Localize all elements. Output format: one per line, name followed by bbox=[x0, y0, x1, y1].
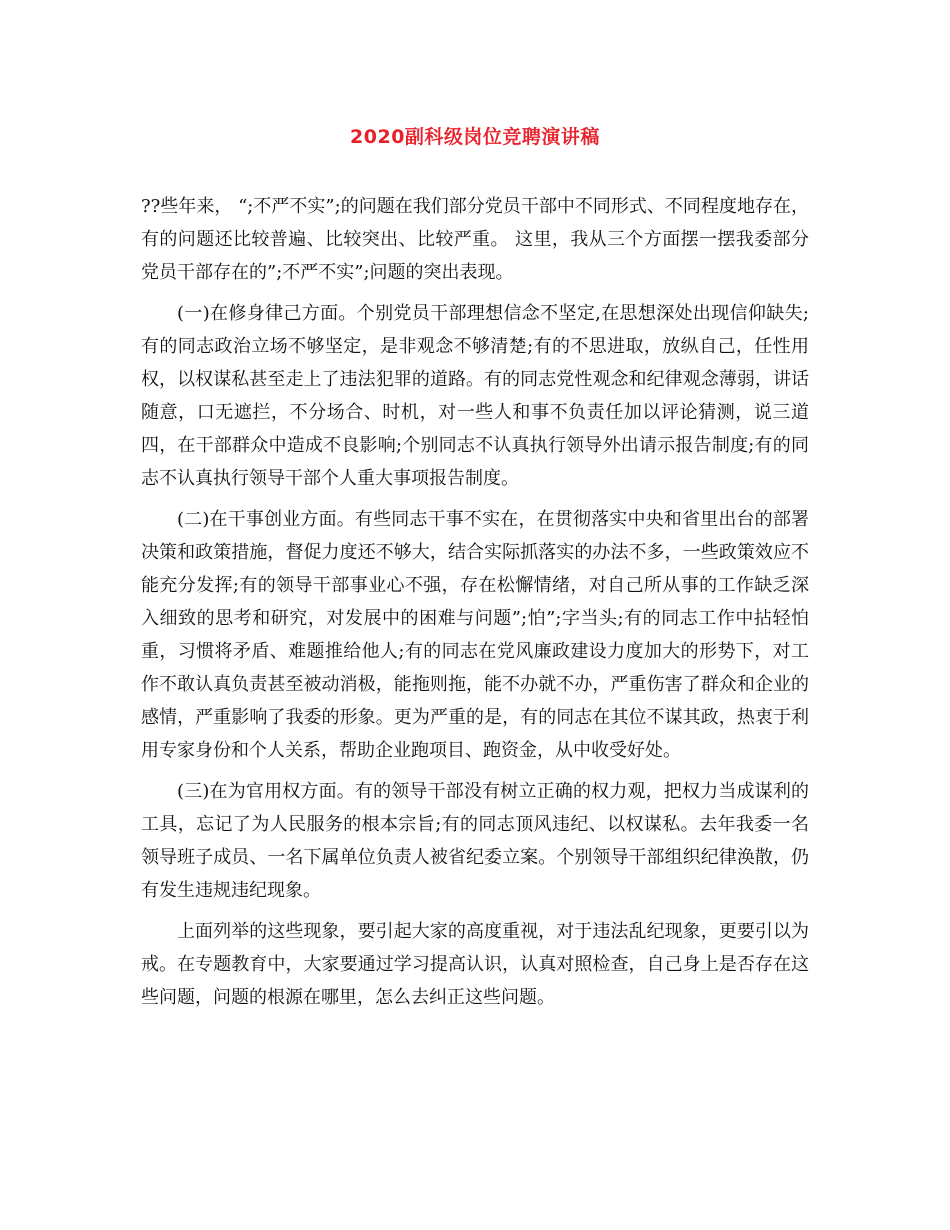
paragraph-conclusion: 上面列举的这些现象，要引起大家的高度重视，对于违法乱纪现象，更要引以为戒。在专题教育中，大家要通过学习提高认识，认真对照检查，自己身上是否存在这些问题，问题的根源在哪里，怎么去纠正这些问题。 bbox=[141, 921, 809, 1008]
paragraph-intro: ??些年来， “;不严不实”;的问题在我们部分党员干部中不同形式、不同程度地存在，有的问题还比较普遍、比较突出、比较严重。 这里，我从三个方面摆一摆我委部分党员干部存在的”;不严不实”;问题的突出表现。 bbox=[141, 196, 809, 283]
document-body bbox=[141, 190, 809, 1022]
document-title: 2020副科级岗位竞聘演讲稿 bbox=[350, 126, 600, 148]
paragraph-self-discipline: (一)在修身律己方面。个别党员干部理想信念不坚定,在思想深处出现信仰缺失;有的同志政治立场不够坚定，是非观念不够清楚;有的不思进取，放纵自己，任性用权，以权谋私甚至走上了违法犯罪的道路。有的同志党性观念和纪律观念薄弱，讲话随意，口无遮拦，不分场合、时机，对一些人和事不负责任加以评论猜测，说三道四，在干部群众中造成不良影响;个别同志不认真执行领导外出请示报告制度;有的同志不认真执行领导干部个人重大事项报告制度。 bbox=[141, 303, 809, 489]
paragraph-career: (二)在干事创业方面。有些同志干事不实在，在贯彻落实中央和省里出台的部署决策和政策措施，督促力度还不够大，结合实际抓落实的办法不多，一些政策效应不能充分发挥;有的领导干部事业心不强，存在松懈情绪，对自己所从事的工作缺乏深入细致的思考和研究，对发展中的困难与问题”;怕”;字当头;有的同志工作中拈轻怕重，习惯将矛盾、难题推给他人;有的同志在党风廉政建设力度加大的形势下，对工作不敢认真负责甚至被动消极，能拖则拖，能不办就不办，严重伤害了群众和企业的感情，严重影响了我委的形象。更为严重的是，有的同志在其位不谋其政，热衷于利用专家身份和个人关系，帮助企业跑项目、跑资金，从中收受好处。 bbox=[141, 509, 809, 761]
paragraph-power-use: (三)在为官用权方面。有的领导干部没有树立正确的权力观，把权力当成谋利的工具，忘记了为人民服务的根本宗旨;有的同志顶风违纪、以权谋私。去年我委一名领导班子成员、一名下属单位负责人被省纪委立案。个别领导干部组织纪律涣散，仍有发生违规违纪现象。 bbox=[141, 781, 809, 901]
